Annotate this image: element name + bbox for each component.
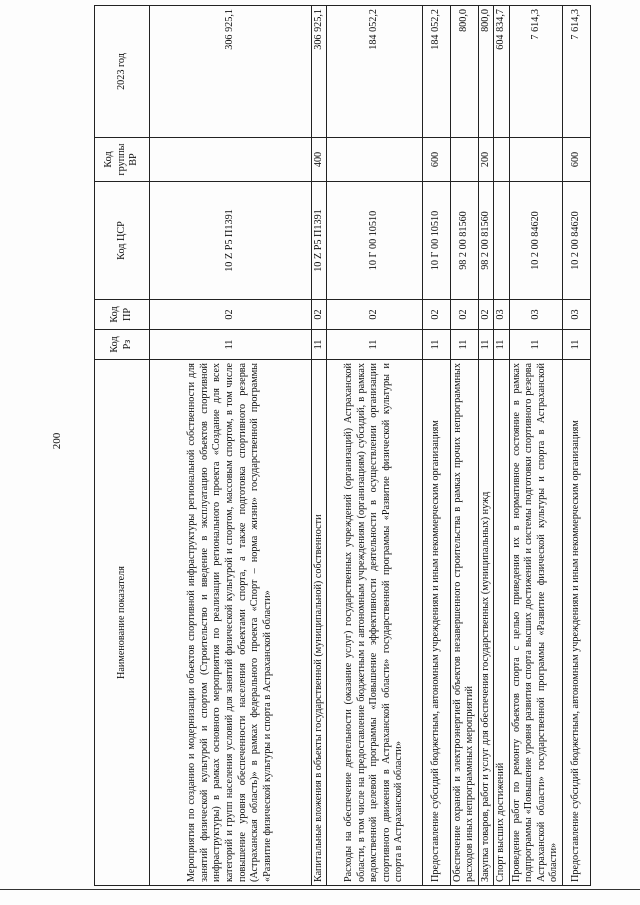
row-name: Предоставление субсидий бюджетным, автономным учреждениям и иным некоммерческим организациям xyxy=(562,360,590,886)
row-amount: 800,0 xyxy=(450,6,478,138)
row-vr: 600 xyxy=(422,138,450,182)
table-row xyxy=(311,6,327,886)
row-amount: 184 052,2 xyxy=(422,6,450,138)
row-pr: 03 xyxy=(494,300,510,330)
table-row xyxy=(422,6,450,886)
row-name: Капитальные вложения в объекты государственной (муниципальной) собственности xyxy=(311,360,327,886)
row-amount: 604 834,7 xyxy=(494,6,510,138)
row-rz: 11 xyxy=(562,330,590,360)
row-name: Обеспечение охраной и электроэнергией объектов незавершенного строительства в рамках прочих непрограммных расходов иных непрограммных мероприятий xyxy=(450,360,478,886)
row-amount: 7 614,3 xyxy=(562,6,590,138)
row-csr: 10 Z P5 П1391 xyxy=(311,182,327,300)
header-rz: Код Рз xyxy=(95,330,150,360)
row-rz: 11 xyxy=(422,330,450,360)
header-name: Наименование показателя xyxy=(95,360,150,886)
row-pr: 02 xyxy=(450,300,478,330)
row-csr: 10 2 00 84620 xyxy=(562,182,590,300)
row-amount: 184 052,2 xyxy=(327,6,422,138)
table-row xyxy=(150,6,312,886)
header-csr: Код ЦСР xyxy=(95,182,150,300)
row-pr: 03 xyxy=(562,300,590,330)
budget-table xyxy=(94,5,591,886)
row-rz: 11 xyxy=(450,330,478,360)
row-csr: 98 2 00 81560 xyxy=(478,182,494,300)
row-amount: 306 925,1 xyxy=(150,6,312,138)
row-rz: 11 xyxy=(327,330,422,360)
row-vr: 200 xyxy=(478,138,494,182)
row-vr: 600 xyxy=(562,138,590,182)
row-vr xyxy=(509,138,562,182)
row-amount: 7 614,3 xyxy=(509,6,562,138)
row-csr: 10 Г 00 10510 xyxy=(327,182,422,300)
budget-table-rotated xyxy=(94,6,591,886)
row-pr: 02 xyxy=(311,300,327,330)
row-name: Мероприятия по созданию и модернизации объектов спортивной инфраструктуры региональной собственности для занятий физической культурой и спортом (Строительство и введение в эксплуатацию объектов спортивной инфраструктуры) в рамках основного мероприятия по реализации регионального проекта «Создание для всех категорий и групп населения условий для занятий физической культурой и спортом, массовым спортом, в том числе повышение уровня обеспеченности населения объектами спорта, а также подготовка спортивного резерва (Астраханская область)» в рамках федерального проекта «Спорт – норма жизни» государственной программы «Развитие физической культуры и спорта в Астраханской области» xyxy=(150,360,312,886)
row-name: Предоставление субсидий бюджетным, автономным учреждениям и иным некоммерческим организациям xyxy=(422,360,450,886)
row-pr: 03 xyxy=(509,300,562,330)
row-vr: 400 xyxy=(311,138,327,182)
row-name: Расходы на обеспечение деятельности (оказание услуг) государственных учреждений (организаций) Астраханской области, в том числе на предоставление бюджетным и автономным учреждениям (организациям) субсидий, в рамках ведомственной целевой программы «Повышение эффективности деятельности в осуществлении организации спортивного движения в Астраханской области» государственной программы «Развитие физической культуры и спорта в Астраханской области» xyxy=(327,360,422,886)
row-name: Закупка товаров, работ и услуг для обеспечения государственных (муниципальных) нужд xyxy=(478,360,494,886)
row-pr: 02 xyxy=(478,300,494,330)
row-csr: 10 2 00 84620 xyxy=(509,182,562,300)
row-rz: 11 xyxy=(509,330,562,360)
row-vr xyxy=(494,138,510,182)
row-pr: 02 xyxy=(327,300,422,330)
table-row xyxy=(494,6,510,886)
row-rz: 11 xyxy=(494,330,510,360)
row-rz: 11 xyxy=(311,330,327,360)
row-csr: 98 2 00 81560 xyxy=(450,182,478,300)
table-row xyxy=(450,6,478,886)
row-amount: 306 925,1 xyxy=(311,6,327,138)
header-pr: Код ПР xyxy=(95,300,150,330)
row-vr xyxy=(150,138,312,182)
row-csr xyxy=(494,182,510,300)
row-pr: 02 xyxy=(150,300,312,330)
table-row xyxy=(478,6,494,886)
table-header-row xyxy=(95,6,150,886)
row-vr xyxy=(450,138,478,182)
table-row xyxy=(562,6,590,886)
page-number: 200 xyxy=(51,432,63,450)
table-row xyxy=(327,6,422,886)
header-year: 2023 год xyxy=(95,6,150,138)
row-rz: 11 xyxy=(150,330,312,360)
row-name: Проведение работ по ремонту объектов спорта с целью приведения их в нормативное состояние в рамках подпрограммы «Повышение уровня развития спорта высших достижений и системы подготовки спортивного резерва Астраханской области» государственной программы «Развитие физической культуры и спорта в Астраханской области» xyxy=(509,360,562,886)
row-csr: 10 Z P5 П1391 xyxy=(150,182,312,300)
row-csr: 10 Г 00 10510 xyxy=(422,182,450,300)
row-name: Спорт высших достижений xyxy=(494,360,510,886)
row-rz: 11 xyxy=(478,330,494,360)
table-row xyxy=(509,6,562,886)
row-pr: 02 xyxy=(422,300,450,330)
row-amount: 800,0 xyxy=(478,6,494,138)
row-vr xyxy=(327,138,422,182)
header-vr: Код группы ВР xyxy=(95,138,150,182)
page-bottom-rule xyxy=(0,889,640,890)
